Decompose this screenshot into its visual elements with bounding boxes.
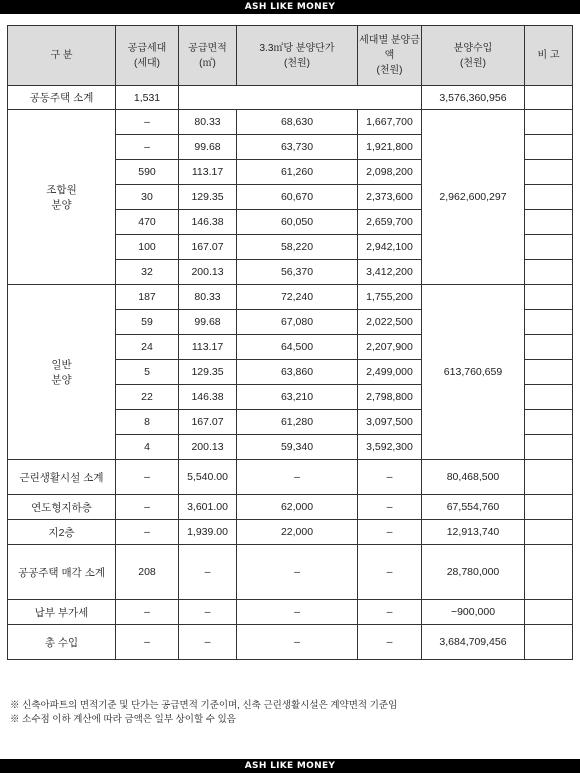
remarks-cell [525,235,573,260]
column-header: 구 분 [8,26,116,86]
table-cell: 64,500 [237,335,358,360]
table-cell: – [116,625,179,660]
table-cell: 32 [116,260,179,285]
table-cell [525,86,573,110]
remarks-cell [525,520,573,545]
table-cell: 2,499,000 [358,360,422,385]
revenue-table [7,25,573,660]
table-cell: – [237,600,358,625]
table-cell: – [237,460,358,495]
top-watermark-bar: ASH LIKE MONEY [0,0,580,14]
revenue-cell: 613,760,659 [422,285,525,460]
remarks-cell [525,385,573,410]
table-cell: 113.17 [179,335,237,360]
table-cell: 58,220 [237,235,358,260]
table-cell: −900,000 [422,600,525,625]
table-cell: 1,939.00 [179,520,237,545]
table-cell: 3,684,709,456 [422,625,525,660]
table-cell: 2,798,800 [358,385,422,410]
table-cell: 99.68 [179,310,237,335]
table-cell: 3,601.00 [179,495,237,520]
remarks-cell [525,310,573,335]
remarks-cell [525,335,573,360]
table-cell: 1,755,200 [358,285,422,310]
remarks-cell [525,495,573,520]
table-cell: 208 [116,545,179,600]
table-cell: 1,531 [116,86,179,110]
table-cell: 24 [116,335,179,360]
table-row [8,600,573,625]
row-label: 지2층 [8,520,116,545]
row-label: 연도형지하층 [8,495,116,520]
table-cell: 22 [116,385,179,410]
table-cell: 67,554,760 [422,495,525,520]
table-cell: 470 [116,210,179,235]
table-cell: 2,098,200 [358,160,422,185]
group-label-line: 분양 [51,374,72,386]
table-cell: 22,000 [237,520,358,545]
table-cell: 187 [116,285,179,310]
table-cell: 200.13 [179,260,237,285]
table-row [8,545,573,600]
table-row [8,86,573,110]
table-cell: 3,592,300 [358,435,422,460]
table-cell [179,86,422,110]
column-header: 세대별 분양금액 (천원) [358,26,422,86]
remarks-cell [525,185,573,210]
table-cell: 200.13 [179,435,237,460]
footnotes [10,699,397,727]
revenue-cell: 3,576,360,956 [422,86,525,110]
table-cell: – [179,625,237,660]
remarks-cell [525,600,573,625]
table-cell: 129.35 [179,360,237,385]
table-cell: – [116,460,179,495]
table-cell: – [358,545,422,600]
remarks-cell [525,545,573,600]
table-cell: 146.38 [179,210,237,235]
table-cell: 60,670 [237,185,358,210]
table-cell: 12,913,740 [422,520,525,545]
footnote: ※ 신축아파트의 면적기준 및 단가는 공급면적 기준이며, 신축 근린생활시설은 계약면적 기준임 [10,700,398,711]
table-cell: 67,080 [237,310,358,335]
table-cell: 167.07 [179,235,237,260]
row-label: 근린생활시설 소계 [8,460,116,495]
group-label-line: 일반 [51,359,72,371]
row-label: 공동주택 소계 [8,86,116,110]
table-cell: 5 [116,360,179,385]
table-cell: 59,340 [237,435,358,460]
remarks-cell [525,210,573,235]
table-cell: – [358,625,422,660]
table-cell: 80.33 [179,110,237,135]
table-cell: – [116,495,179,520]
table-cell: – [179,545,237,600]
remarks-cell [525,135,573,160]
table-cell: 80,468,500 [422,460,525,495]
table-cell: 2,373,600 [358,185,422,210]
table-cell: 72,240 [237,285,358,310]
cropped-text-fragment [58,14,128,18]
table-row [8,460,573,495]
row-label: 공공주택 매각 소계 [8,545,116,600]
table-cell: 60,050 [237,210,358,235]
table-cell: 30 [116,185,179,210]
table-cell: 2,207,900 [358,335,422,360]
table-cell: – [116,600,179,625]
table-cell: 59 [116,310,179,335]
group-label [8,110,116,285]
table-cell: – [116,110,179,135]
revenue-cell: 2,962,600,297 [422,110,525,285]
remarks-cell [525,160,573,185]
row-label: 총 수입 [8,625,116,660]
table-cell: 146.38 [179,385,237,410]
table-cell: 2,942,100 [358,235,422,260]
table-cell: 99.68 [179,135,237,160]
table-cell: 100 [116,235,179,260]
bottom-watermark-bar: ASH LIKE MONEY [0,759,580,773]
table-cell: 113.17 [179,160,237,185]
column-header: 분양수입 (천원) [422,26,525,86]
table-row [8,495,573,520]
column-header: 3.3㎡당 분양단가 (천원) [237,26,358,86]
table-cell: 2,659,700 [358,210,422,235]
table-cell: 4 [116,435,179,460]
table-cell: 62,000 [237,495,358,520]
remarks-cell [525,435,573,460]
table-cell: 61,280 [237,410,358,435]
table-header-row [8,26,573,86]
table-cell: – [358,520,422,545]
table-cell: 590 [116,160,179,185]
table-row [8,625,573,660]
remarks-cell [525,625,573,660]
table-cell: – [358,460,422,495]
column-header: 비 고 [525,26,573,86]
column-header: 공급면적 (㎡) [179,26,237,86]
table-cell: – [237,625,358,660]
table-cell: 61,260 [237,160,358,185]
table-cell: – [358,600,422,625]
table-cell: 63,210 [237,385,358,410]
table-cell: – [358,495,422,520]
table-cell: 5,540.00 [179,460,237,495]
table-cell: 68,630 [237,110,358,135]
table-cell: 129.35 [179,185,237,210]
table-cell: – [237,545,358,600]
table-cell: 63,860 [237,360,358,385]
table-cell: 3,097,500 [358,410,422,435]
table-cell: 1,667,700 [358,110,422,135]
table-row [8,520,573,545]
table-cell: 28,780,000 [422,545,525,600]
table-cell: 2,022,500 [358,310,422,335]
table-cell: 3,412,200 [358,260,422,285]
group-label-line: 분양 [51,199,72,211]
table-cell: 56,370 [237,260,358,285]
group-label-line: 조합원 [46,184,77,196]
table-cell: 167.07 [179,410,237,435]
table-cell: – [116,520,179,545]
table-cell: – [179,600,237,625]
table-cell: 80.33 [179,285,237,310]
remarks-cell [525,110,573,135]
table-cell: 63,730 [237,135,358,160]
table-cell: 8 [116,410,179,435]
row-label: 납부 부가세 [8,600,116,625]
table-cell: 1,921,800 [358,135,422,160]
table-row [8,285,573,310]
footnote: ※ 소수점 이하 계산에 따라 금액은 일부 상이할 수 있음 [10,714,236,725]
remarks-cell [525,460,573,495]
remarks-cell [525,285,573,310]
table-cell: – [116,135,179,160]
group-label [8,285,116,460]
column-header: 공급세대 (세대) [116,26,179,86]
table-row [8,110,573,135]
remarks-cell [525,260,573,285]
remarks-cell [525,360,573,385]
remarks-cell [525,410,573,435]
